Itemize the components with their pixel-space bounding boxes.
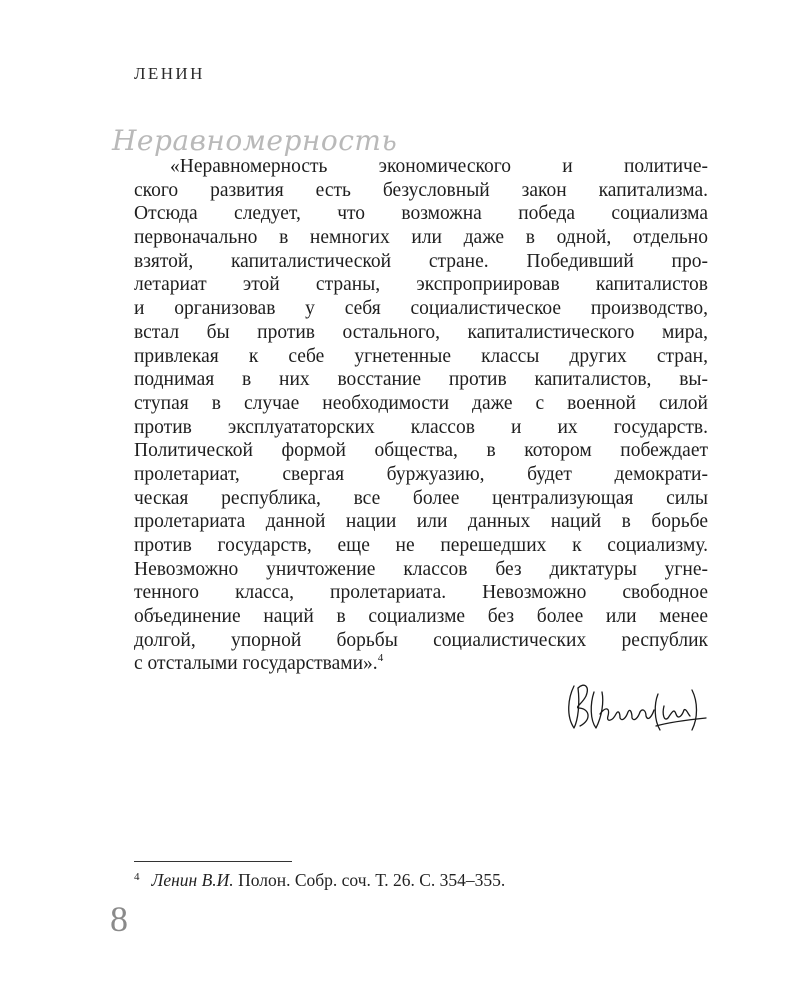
text-line: встал бы против остального, капиталистического мира, [134, 321, 708, 343]
text-line: Невозможно уничтожение классов без диктатуры угне- [134, 558, 708, 580]
margin-note: Неравномерность [112, 124, 398, 157]
footnote-author: Ленин В.И. [151, 870, 234, 890]
footnote-marker: 4 [377, 652, 384, 665]
text-line: тенного класса, пролетариата. Невозможно свободное [134, 582, 708, 604]
body-text [134, 155, 708, 676]
signature-image [560, 668, 710, 748]
text-line: взятой, капиталистической стране. Победивший про- [134, 250, 708, 272]
text-line: и организовав у себя социалистическое производство, [134, 298, 708, 320]
text-line: ческая республика, все более централизующая силы [134, 487, 708, 509]
text-line: «Неравномерность экономического и политиче- [170, 156, 708, 177]
footnote-rule [134, 861, 292, 862]
text-line: летариат этой страны, экспроприировав капиталистов [134, 274, 708, 296]
text-line: долгой, упорной борьбы социалистических республик [134, 629, 708, 651]
text-line: привлекая к себе угнетенные классы других стран, [134, 345, 708, 367]
running-head: ЛЕНИН [134, 64, 205, 83]
text-line: поднимая в них восстание против капиталистов, вы- [134, 369, 708, 391]
text-line: пролетариата данной нации или данных наций в борьбе [134, 511, 708, 533]
text-line: ступая в случае необходимости даже с военной силой [134, 392, 708, 414]
text-line: ского развития есть безусловный закон капитализма. [134, 179, 708, 201]
text-line: против государств, еще не перешедших к социализму. [134, 535, 708, 556]
text-line: объединение наций в социализме без более или менее [134, 606, 708, 628]
text-line-content: с отсталыми государствами». [134, 653, 378, 675]
text-line: первоначально в немногих или даже в одной, отдельно [134, 227, 708, 249]
footnote-number: 4 [134, 871, 140, 883]
footnote-citation: Полон. Собр. соч. Т. 26. С. 354–355. [233, 870, 506, 890]
text-line: против эксплуататорских классов и их государств. [134, 416, 708, 438]
text-line: Отсюда следует, что возможна победа социализма [134, 203, 708, 225]
text-line: Политической формой общества, в котором побеждает [134, 440, 708, 462]
page-number: 8 [110, 899, 128, 939]
text-line: пролетариат, свергая буржуазию, будет демократи- [134, 463, 708, 485]
footnote [134, 870, 505, 891]
